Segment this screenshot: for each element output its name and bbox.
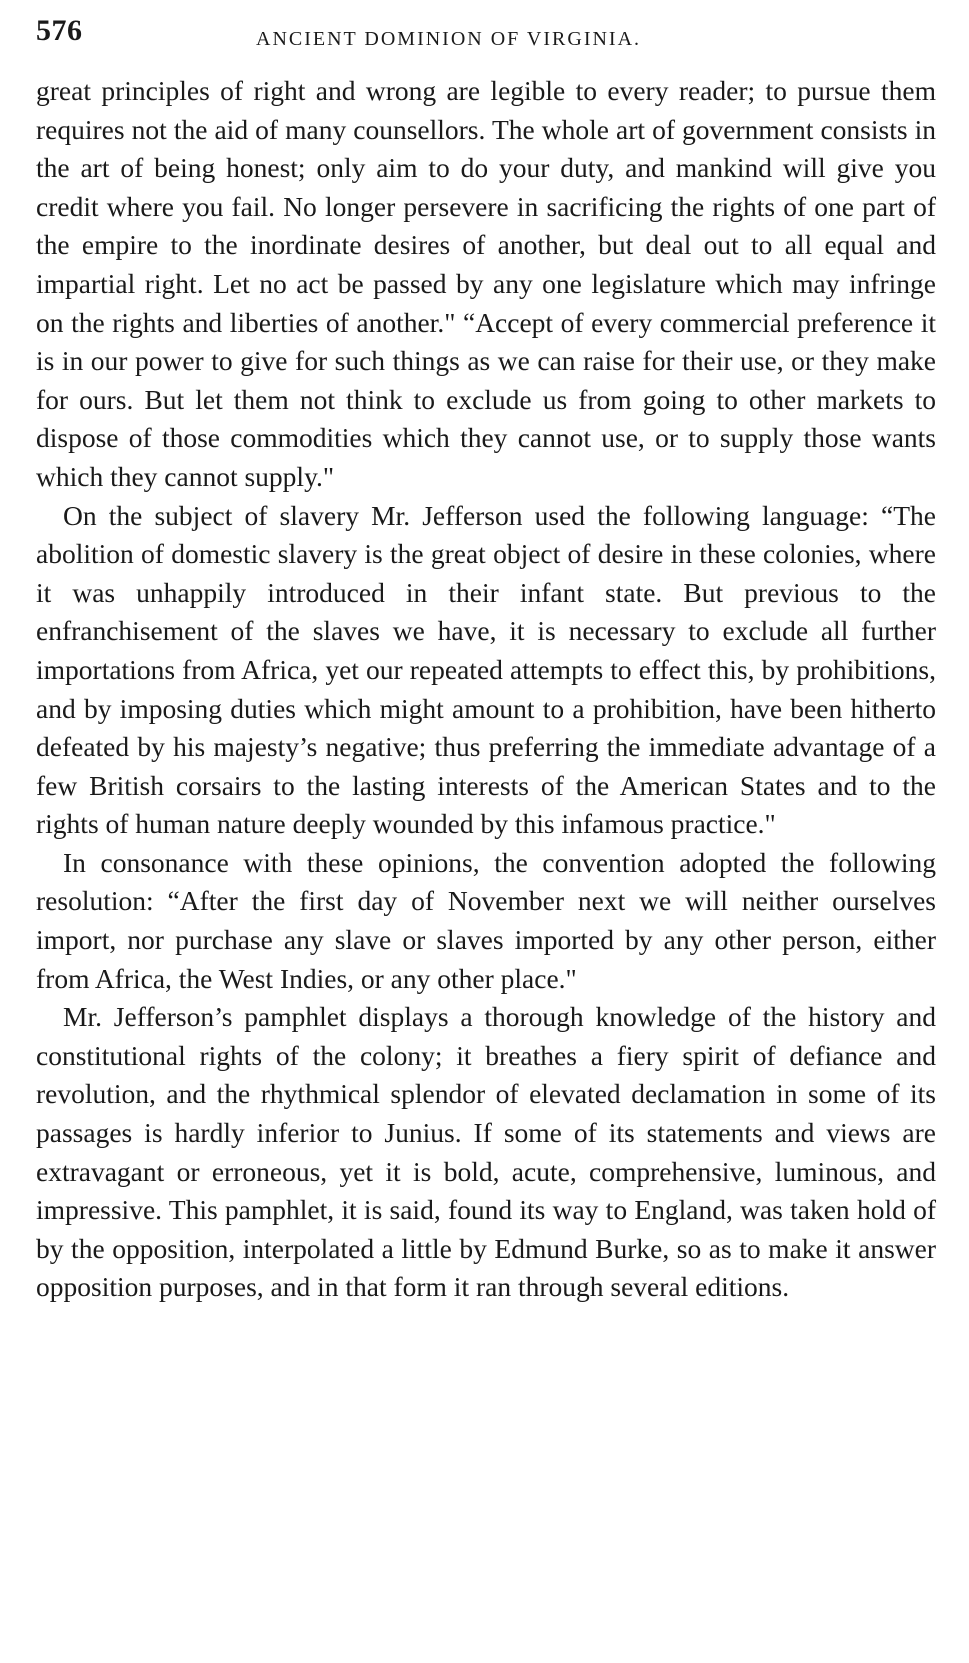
- page-number: 576: [36, 14, 83, 47]
- running-title: ANCIENT DOMINION OF VIRGINIA.: [256, 28, 642, 50]
- page-header: [36, 14, 936, 54]
- paragraph-pamphlet: Mr. Jefferson’s pamphlet displays a thorough knowledge of the history and constitutional rights of the colony; it breathes a fiery spirit of defiance and revolution, and the rhythmical splendor of elevated declamation in some of its passages is hardly inferior to Junius. If some of its statements and views are extravagant or erroneous, yet it is bold, acute, comprehensive, luminous, and impressive. This pamphlet, it is said, found its way to England, was taken hold of by the opposition, interpolated a little by Edmund Burke, so as to make it answer opposition purposes, and in that form it ran through several editions.: [36, 1001, 936, 1303]
- body-text: [36, 72, 936, 1307]
- paragraph-continued: great principles of right and wrong are legible to every reader; to pursue them requires not the aid of many counsellors. The whole art of government consists in the art of being honest; only aim to do your duty, and mankind will give you credit where you fail. No longer persevere in sacrificing the rights of one part of the empire to the inordinate desires of another, but deal out to all equal and impartial right. Let no act be passed by any one legislature which may infringe on the rights and liberties of another." “Accept of every commercial preference it is in our power to give for such things as we can raise for their use, or they make for ours. But let them not think to exclude us from going to other markets to dispose of those commodities which they cannot use, or to supply those wants which they cannot supply.": [36, 75, 936, 492]
- paragraph-resolution: In consonance with these opinions, the convention adopted the following resolution: “After the first day of November next we will neither ourselves import, nor purchase any slave or slaves imported by any other person, either from Africa, the West Indies, or any other place.": [36, 846, 936, 994]
- paragraph-slavery: On the subject of slavery Mr. Jefferson used the following language: “The abolition of domestic slavery is the great object of desire in these colonies, where it was unhappily introduced in their infant state. But previous to the enfranchisement of the slaves we have, it is necessary to exclude all further importations from Africa, yet our repeated attempts to effect this, by prohibitions, and by imposing duties which might amount to a prohibition, have been hitherto defeated by his majesty’s negative; thus preferring the immediate advantage of a few British corsairs to the lasting interests of the American States and to the rights of human nature deeply wounded by this infamous practice.": [36, 499, 936, 840]
- book-page: [36, 14, 936, 1307]
